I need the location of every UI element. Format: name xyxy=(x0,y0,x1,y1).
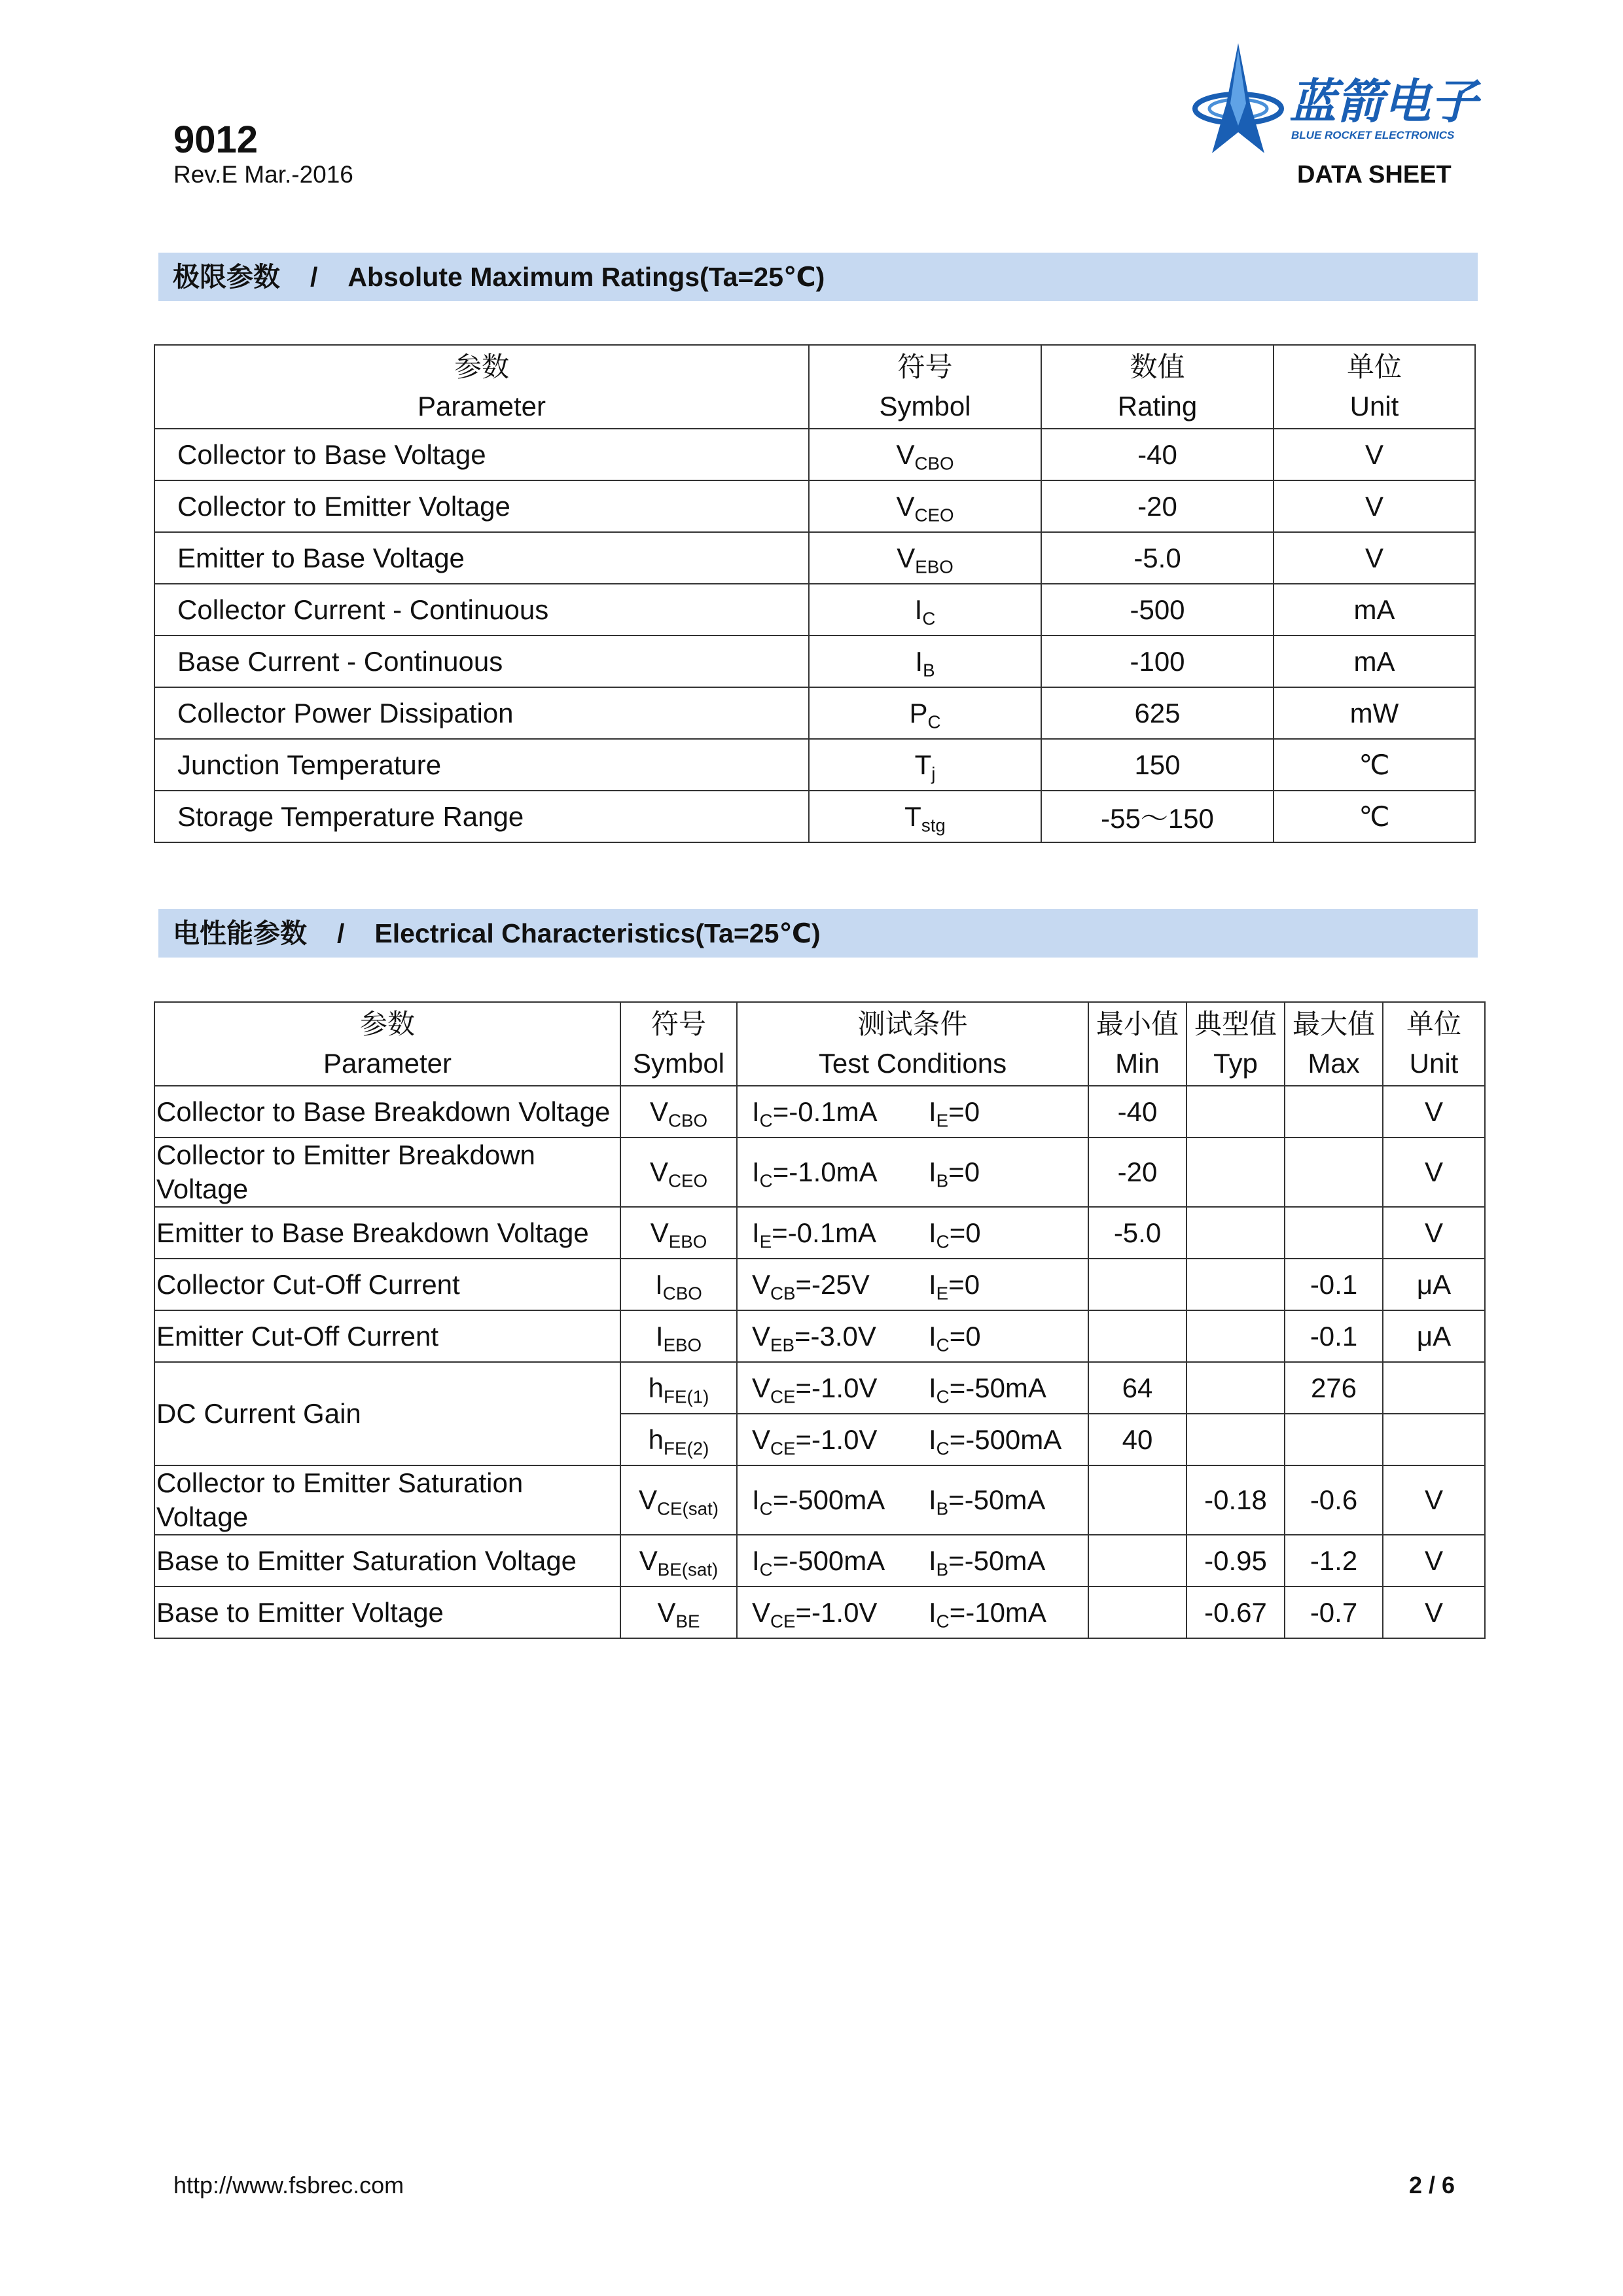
header-parameter: 参数 Parameter xyxy=(154,1002,620,1086)
test-condition-cell: $V_{CE}=-1.0V$ $I_C=-500mA$ xyxy=(737,1414,1088,1465)
min-cell: -20 xyxy=(1088,1138,1186,1207)
rocket-icon xyxy=(1195,43,1281,153)
table-row xyxy=(154,687,1475,739)
table-row xyxy=(154,1086,1485,1138)
electrical-characteristics-table xyxy=(154,1001,1486,1639)
test-condition-cell: $V_{EB}=-3.0V$ $I_C=0$ xyxy=(737,1310,1088,1362)
max-cell xyxy=(1285,1086,1383,1138)
parameter-cell: Storage Temperature Range xyxy=(154,791,809,842)
unit-cell: V xyxy=(1383,1138,1485,1207)
table-header-row xyxy=(154,1002,1485,1086)
footer-url: http://www.fsbrec.com xyxy=(173,2172,404,2198)
parameter-cell: Collector to Base Breakdown Voltage xyxy=(154,1086,620,1138)
symbol-cell: $T_{stg}$ xyxy=(809,791,1041,842)
typ-cell xyxy=(1186,1362,1285,1414)
min-cell: -5.0 xyxy=(1088,1207,1186,1259)
min-cell xyxy=(1088,1535,1186,1587)
parameter-cell: Collector to Emitter Breakdown Voltage xyxy=(154,1138,620,1207)
header-unit: 单位 Unit xyxy=(1274,345,1475,429)
unit-cell xyxy=(1383,1362,1485,1414)
typ-cell xyxy=(1186,1259,1285,1310)
table-row xyxy=(154,739,1475,791)
min-cell xyxy=(1088,1587,1186,1638)
header-max: 最大值 Max xyxy=(1285,1002,1383,1086)
max-cell xyxy=(1285,1414,1383,1465)
table-row xyxy=(154,1207,1485,1259)
header-symbol: 符号 Symbol xyxy=(620,1002,737,1086)
typ-cell xyxy=(1186,1310,1285,1362)
table-row xyxy=(154,636,1475,687)
unit-cell: V xyxy=(1383,1207,1485,1259)
test-condition-cell: $V_{CE}=-1.0V$ $I_C=-10mA$ xyxy=(737,1587,1088,1638)
max-cell xyxy=(1285,1138,1383,1207)
symbol-cell: $V_{CEO}$ xyxy=(809,480,1041,532)
symbol-cell: $V_{BE(sat)}$ xyxy=(620,1535,737,1587)
section-banner-absolute-max xyxy=(158,253,1478,301)
symbol-cell: $V_{CE(sat)}$ xyxy=(620,1465,737,1535)
table-row xyxy=(154,584,1475,636)
unit-cell: μA xyxy=(1383,1310,1485,1362)
parameter-cell: Base to Emitter Voltage xyxy=(154,1587,620,1638)
test-condition-cell: $V_{CE}=-1.0V$ $I_C=-50mA$ xyxy=(737,1362,1088,1414)
rating-cell: -40 xyxy=(1041,429,1274,480)
unit-cell: V xyxy=(1383,1587,1485,1638)
unit-cell: ℃ xyxy=(1274,739,1475,791)
symbol-cell: $I_{CBO}$ xyxy=(620,1259,737,1310)
page-number: 2 / 6 xyxy=(1409,2172,1455,2198)
parameter-cell: Emitter to Base Breakdown Voltage xyxy=(154,1207,620,1259)
section-title-en: Electrical Characteristics(Ta=25℃) xyxy=(374,918,821,948)
unit-cell: V xyxy=(1383,1086,1485,1138)
max-cell: -0.1 xyxy=(1285,1259,1383,1310)
table-row xyxy=(154,1465,1485,1535)
symbol-cell: $V_{CBO}$ xyxy=(620,1086,737,1138)
parameter-cell: Collector Cut-Off Current xyxy=(154,1259,620,1310)
header-symbol: 符号 Symbol xyxy=(809,345,1041,429)
symbol-cell: $V_{CEO}$ xyxy=(620,1138,737,1207)
rating-cell: 625 xyxy=(1041,687,1274,739)
test-condition-cell: $I_C=-500mA$ $I_B=-50mA$ xyxy=(737,1465,1088,1535)
symbol-cell: $I_C$ xyxy=(809,584,1041,636)
max-cell: 276 xyxy=(1285,1362,1383,1414)
header-parameter: 参数 Parameter xyxy=(154,345,809,429)
symbol-cell: $I_{EBO}$ xyxy=(620,1310,737,1362)
unit-cell: mA xyxy=(1274,636,1475,687)
typ-cell xyxy=(1186,1414,1285,1465)
revision-date: Rev.E Mar.-2016 xyxy=(173,161,353,188)
unit-cell: ℃ xyxy=(1274,791,1475,842)
header-rating: 数值 Rating xyxy=(1041,345,1274,429)
min-cell xyxy=(1088,1310,1186,1362)
rating-cell: 150 xyxy=(1041,739,1274,791)
max-cell: -0.6 xyxy=(1285,1465,1383,1535)
typ-cell: -0.95 xyxy=(1186,1535,1285,1587)
parameter-cell: Emitter to Base Voltage xyxy=(154,532,809,584)
max-cell xyxy=(1285,1207,1383,1259)
symbol-cell: $V_{EBO}$ xyxy=(620,1207,737,1259)
unit-cell: V xyxy=(1274,429,1475,480)
unit-cell: V xyxy=(1274,480,1475,532)
typ-cell xyxy=(1186,1138,1285,1207)
max-cell: -1.2 xyxy=(1285,1535,1383,1587)
unit-cell: V xyxy=(1383,1465,1485,1535)
min-cell: 40 xyxy=(1088,1414,1186,1465)
parameter-cell: Junction Temperature xyxy=(154,739,809,791)
unit-cell: mW xyxy=(1274,687,1475,739)
unit-cell xyxy=(1383,1414,1485,1465)
unit-cell: V xyxy=(1274,532,1475,584)
min-cell xyxy=(1088,1259,1186,1310)
parameter-cell: Collector to Emitter Voltage xyxy=(154,480,809,532)
max-cell: -0.1 xyxy=(1285,1310,1383,1362)
test-condition-cell: $I_C=-0.1mA$ $I_E=0$ xyxy=(737,1086,1088,1138)
section-title-cn: 极限参数 xyxy=(173,262,280,292)
symbol-cell: $h_{FE(1)}$ xyxy=(620,1362,737,1414)
min-cell: 64 xyxy=(1088,1362,1186,1414)
parameter-cell: Emitter Cut-Off Current xyxy=(154,1310,620,1362)
test-condition-cell: $V_{CB}=-25V$ $I_E=0$ xyxy=(737,1259,1088,1310)
typ-cell: -0.18 xyxy=(1186,1465,1285,1535)
symbol-cell: $I_B$ xyxy=(809,636,1041,687)
logo-text-cn: 蓝箭电子 xyxy=(1289,74,1478,129)
parameter-cell: Base Current - Continuous xyxy=(154,636,809,687)
parameter-cell: Base to Emitter Saturation Voltage xyxy=(154,1535,620,1587)
table-header-row xyxy=(154,345,1475,429)
parameter-cell: Collector Current - Continuous xyxy=(154,584,809,636)
rating-cell: -5.0 xyxy=(1041,532,1274,584)
doc-type: DATA SHEET xyxy=(1297,161,1452,188)
unit-cell: V xyxy=(1383,1535,1485,1587)
absolute-max-ratings-table xyxy=(154,344,1476,843)
logo-text-en: BLUE ROCKET ELECTRONICS xyxy=(1291,129,1455,141)
blue-rocket-logo xyxy=(1185,41,1492,165)
table-row xyxy=(154,1310,1485,1362)
symbol-cell: $h_{FE(2)}$ xyxy=(620,1414,737,1465)
typ-cell xyxy=(1186,1086,1285,1138)
table-row xyxy=(154,1138,1485,1207)
symbol-cell: $T_j$ xyxy=(809,739,1041,791)
min-cell xyxy=(1088,1465,1186,1535)
part-number: 9012 xyxy=(173,118,259,161)
table-row xyxy=(154,1259,1485,1310)
header-test-conditions: 测试条件 Test Conditions xyxy=(737,1002,1088,1086)
parameter-cell: DC Current Gain xyxy=(154,1362,620,1465)
parameter-cell: Collector Power Dissipation xyxy=(154,687,809,739)
section-banner-electrical xyxy=(158,909,1478,958)
min-cell: -40 xyxy=(1088,1086,1186,1138)
table-row xyxy=(154,791,1475,842)
symbol-cell: $V_{CBO}$ xyxy=(809,429,1041,480)
symbol-cell: $V_{BE}$ xyxy=(620,1587,737,1638)
rating-cell: -55～150 xyxy=(1041,791,1274,842)
section-title-en: Absolute Maximum Ratings(Ta=25℃) xyxy=(348,262,825,292)
table-row xyxy=(154,480,1475,532)
rating-cell: -500 xyxy=(1041,584,1274,636)
unit-cell: μA xyxy=(1383,1259,1485,1310)
title-separator: / xyxy=(337,918,345,948)
typ-cell: -0.67 xyxy=(1186,1587,1285,1638)
parameter-cell: Collector to Emitter Saturation Voltage xyxy=(154,1465,620,1535)
rating-cell: -100 xyxy=(1041,636,1274,687)
table-row xyxy=(154,429,1475,480)
table-row xyxy=(154,532,1475,584)
test-condition-cell: $I_E=-0.1mA$ $I_C=0$ xyxy=(737,1207,1088,1259)
typ-cell xyxy=(1186,1207,1285,1259)
table-row xyxy=(154,1587,1485,1638)
header-min: 最小值 Min xyxy=(1088,1002,1186,1086)
max-cell: -0.7 xyxy=(1285,1587,1383,1638)
test-condition-cell: $I_C=-500mA$ $I_B=-50mA$ xyxy=(737,1535,1088,1587)
table-row xyxy=(154,1362,1485,1414)
symbol-cell: $P_C$ xyxy=(809,687,1041,739)
rating-cell: -20 xyxy=(1041,480,1274,532)
title-separator: / xyxy=(310,262,318,292)
parameter-cell: Collector to Base Voltage xyxy=(154,429,809,480)
section-title-cn: 电性能参数 xyxy=(173,918,307,948)
unit-cell: mA xyxy=(1274,584,1475,636)
table-row xyxy=(154,1535,1485,1587)
header-typ: 典型值 Typ xyxy=(1186,1002,1285,1086)
test-condition-cell: $I_C=-1.0mA$ $I_B=0$ xyxy=(737,1138,1088,1207)
header-unit: 单位 Unit xyxy=(1383,1002,1485,1086)
symbol-cell: $V_{EBO}$ xyxy=(809,532,1041,584)
